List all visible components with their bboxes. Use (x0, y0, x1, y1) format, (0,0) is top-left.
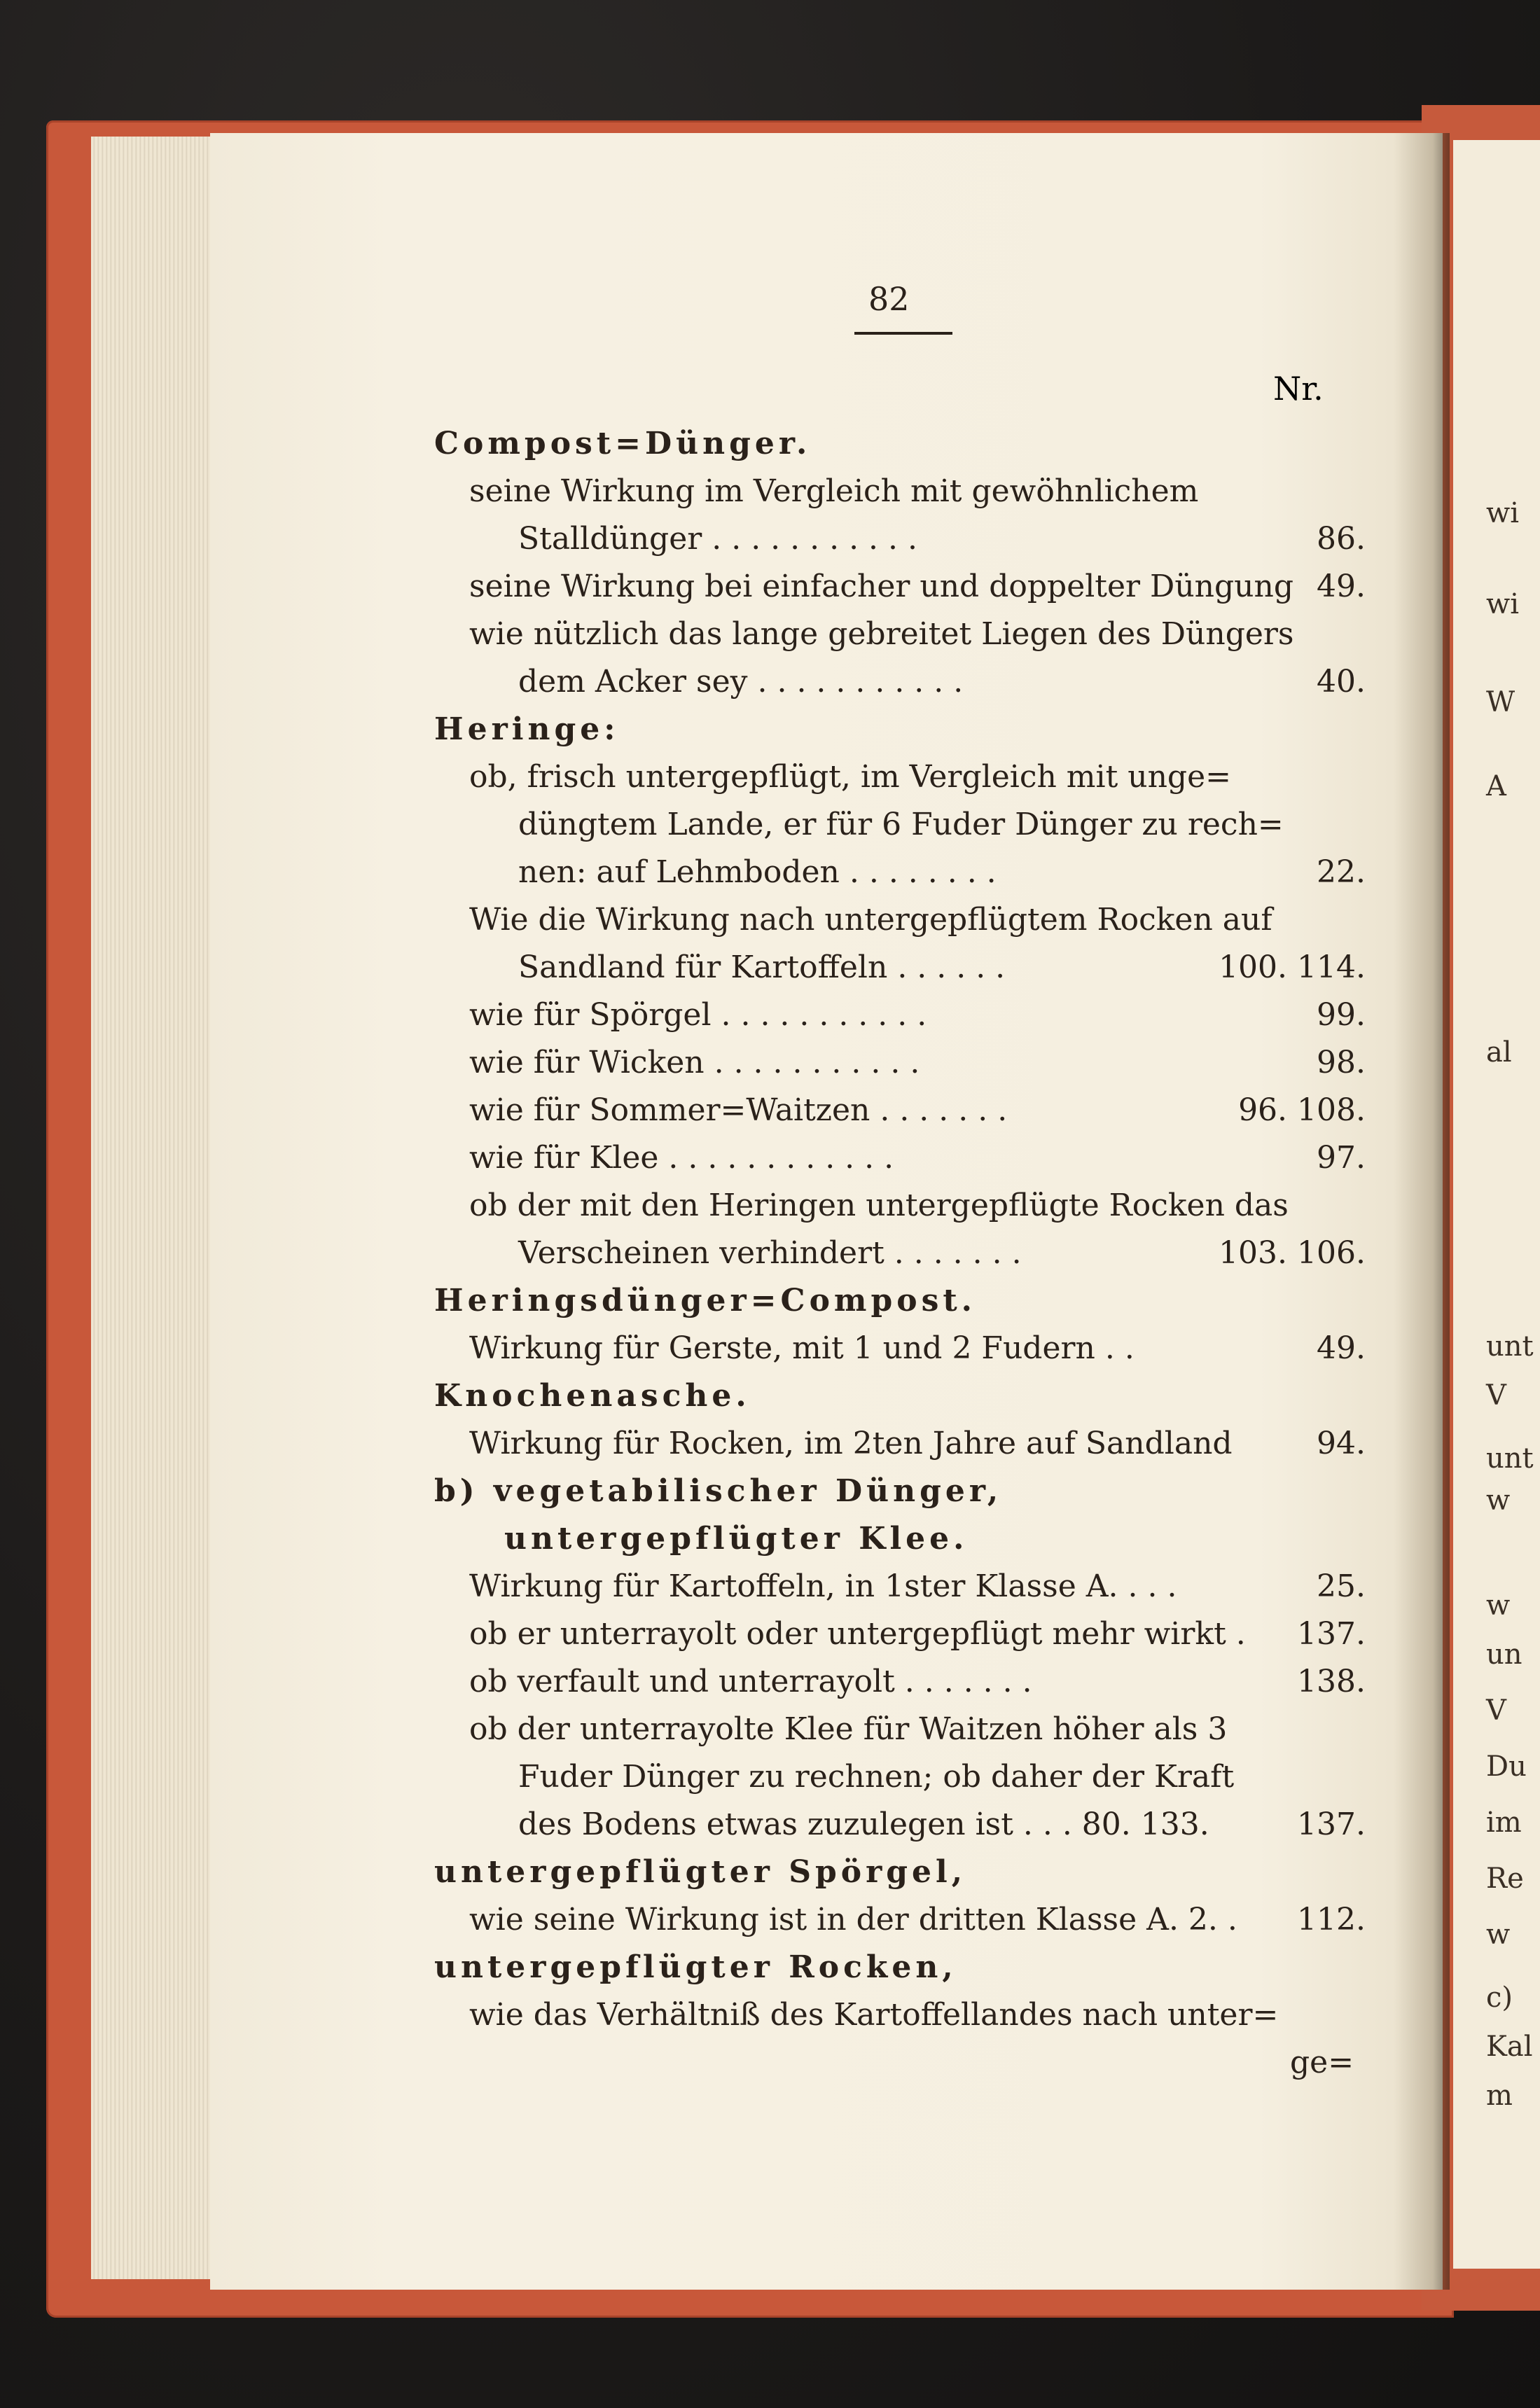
entry-number: 99. (1317, 997, 1366, 1033)
entry-number: 98. (1317, 1045, 1366, 1080)
entry-text: wie das Verhältniß des Kartoffellandes nach unter= (469, 1997, 1279, 2033)
entry-number: 40. (1317, 664, 1366, 700)
entry-text: Fuder Dünger zu rechnen; ob daher der Kraft (518, 1759, 1235, 1795)
entry-text: Sandland für Kartoffeln . . . . . . (518, 949, 1006, 985)
index-entry (434, 1182, 1366, 1230)
facing-page-fragment: wi (1486, 588, 1520, 620)
entry-text: ob der unterrayolte Klee für Waitzen höher als 3 (469, 1711, 1228, 1747)
entry-text: untergepflügter Rocken, (434, 1949, 957, 1985)
entry-text: wie seine Wirkung ist in der dritten Klasse A. 2. . (469, 1902, 1237, 1937)
entry-text: Heringe: (434, 711, 620, 747)
facing-page-fragment: un (1486, 1638, 1522, 1671)
facing-page-fragment: V (1486, 1694, 1506, 1727)
index-entry (434, 1563, 1366, 1610)
index-entry (434, 658, 1366, 706)
index-entry (434, 611, 1366, 658)
entry-text: ob verfault und unterrayolt . . . . . . . (469, 1664, 1032, 1699)
facing-page-fragment: Re (1486, 1863, 1524, 1895)
index-heading (434, 1468, 1366, 1515)
index-entry (434, 1039, 1366, 1087)
index-heading (434, 1277, 1366, 1325)
index-heading (434, 706, 1366, 753)
entry-number: 103. 106. (1219, 1235, 1366, 1271)
entry-number: 97. (1317, 1140, 1366, 1176)
entry-number: 100. 114. (1219, 949, 1366, 985)
facing-page-fragment: w (1486, 1919, 1511, 1951)
entry-text: Wirkung für Gerste, mit 1 und 2 Fudern . . (469, 1330, 1135, 1366)
entry-number: 49. (1317, 1330, 1366, 1366)
entry-text: Wie die Wirkung nach untergepflügtem Rocken auf (469, 902, 1272, 938)
index-entry (434, 1325, 1366, 1372)
entry-number: 96. 108. (1238, 1092, 1366, 1128)
facing-page-fragment: c) (1486, 1982, 1513, 2014)
entry-text: seine Wirkung im Vergleich mit gewöhnlichem (469, 473, 1199, 509)
entry-text: Verscheinen verhindert . . . . . . . (518, 1235, 1022, 1271)
entry-number: 49. (1317, 569, 1366, 604)
entry-text: Stalldünger . . . . . . . . . . . (518, 521, 917, 557)
page-number: 82 (868, 280, 910, 318)
index-heading (434, 1849, 1366, 1896)
index-entry (434, 468, 1366, 515)
index-entry (434, 1610, 1366, 1658)
entry-text: b) vegetabilischer Dünger, (434, 1473, 1003, 1509)
index-entry (434, 1991, 1366, 2039)
index-entry (434, 515, 1366, 563)
facing-page-fragments (1486, 140, 1540, 2269)
index-entry (434, 753, 1366, 801)
facing-page-fragment: unt (1486, 1442, 1534, 1475)
entry-text: wie für Klee . . . . . . . . . . . . (469, 1140, 894, 1176)
facing-page-fragment: Du (1486, 1751, 1527, 1783)
entry-text: untergepflügter Spörgel, (434, 1854, 967, 1890)
entry-text: des Bodens etwas zuzulegen ist . . . 80. 133. (518, 1807, 1209, 1842)
facing-page-fragment: w (1486, 1484, 1511, 1517)
index-entry (434, 1134, 1366, 1182)
index-entry (434, 801, 1366, 849)
entry-text: wie für Wicken . . . . . . . . . . . (469, 1045, 920, 1080)
index-heading (434, 1372, 1366, 1420)
index-entry (434, 1753, 1366, 1801)
index-heading (434, 1944, 1366, 1991)
facing-page-fragment: im (1486, 1807, 1522, 1839)
entry-text: nen: auf Lehmboden . . . . . . . . (518, 854, 997, 890)
index-heading (434, 420, 1366, 468)
entry-text: dem Acker sey . . . . . . . . . . . (518, 664, 964, 700)
facing-page-fragment: A (1486, 770, 1506, 802)
index-entry (434, 1896, 1366, 1944)
index-entry (434, 1658, 1366, 1706)
entry-text: ob er unterrayolt oder untergepflügt mehr wirkt . (469, 1616, 1246, 1652)
entry-text: Knochenasche. (434, 1378, 751, 1414)
facing-page-fragment: wi (1486, 497, 1520, 529)
entry-text: wie für Spörgel . . . . . . . . . . . (469, 997, 927, 1033)
entry-text: untergepflügter Klee. (504, 1521, 969, 1557)
facing-page-fragment: al (1486, 1036, 1512, 1069)
facing-page-fragment: m (1486, 2080, 1513, 2112)
entry-number: 25. (1317, 1568, 1366, 1604)
entry-text: wie nützlich das lange gebreitet Liegen des Düngers (469, 616, 1294, 652)
catchword: ge= (1290, 2045, 1354, 2080)
entry-number: 137. (1297, 1807, 1366, 1842)
facing-page-fragment: w (1486, 1589, 1511, 1622)
index-entry (434, 1706, 1366, 1753)
page-number-rule (854, 332, 952, 335)
entry-number: 86. (1317, 521, 1366, 557)
index-entry (434, 849, 1366, 896)
entry-text: wie für Sommer=Waitzen . . . . . . . (469, 1092, 1008, 1128)
entry-text: Wirkung für Rocken, im 2ten Jahre auf Sandland (469, 1426, 1233, 1461)
index-entry (434, 563, 1366, 611)
entry-text: Heringsdünger=Compost. (434, 1283, 976, 1318)
index-entry (434, 1087, 1366, 1134)
entry-number: 137. (1297, 1616, 1366, 1652)
index-entry (434, 896, 1366, 944)
column-header-nr: Nr. (1273, 370, 1324, 408)
entry-text: Compost=Dünger. (434, 426, 812, 461)
entry-number: 22. (1317, 854, 1366, 890)
entry-text: düngtem Lande, er für 6 Fuder Dünger zu rech= (518, 807, 1284, 842)
entry-number: 112. (1297, 1902, 1366, 1937)
facing-page-fragment: Kal (1486, 2031, 1533, 2063)
entry-number: 94. (1317, 1426, 1366, 1461)
index-heading (434, 1515, 1366, 1563)
index-entry (434, 1230, 1366, 1277)
index-entry (434, 991, 1366, 1039)
entry-text: ob der mit den Heringen untergepflügte Rocken das (469, 1188, 1289, 1223)
entry-number: 138. (1297, 1664, 1366, 1699)
facing-page-fragment: W (1486, 686, 1515, 718)
index-entry (434, 1801, 1366, 1849)
book-gutter (1394, 133, 1450, 2290)
facing-page-fragment: unt (1486, 1330, 1534, 1363)
facing-page-fragment: V (1486, 1379, 1506, 1412)
entry-text: seine Wirkung bei einfacher und doppelter Düngung (469, 569, 1293, 604)
index-entry (434, 1420, 1366, 1468)
entry-text: ob, frisch untergepflügt, im Vergleich mit unge= (469, 759, 1231, 795)
index-entry (434, 944, 1366, 991)
entry-text: Wirkung für Kartoffeln, in 1ster Klasse A. . . . (469, 1568, 1177, 1604)
